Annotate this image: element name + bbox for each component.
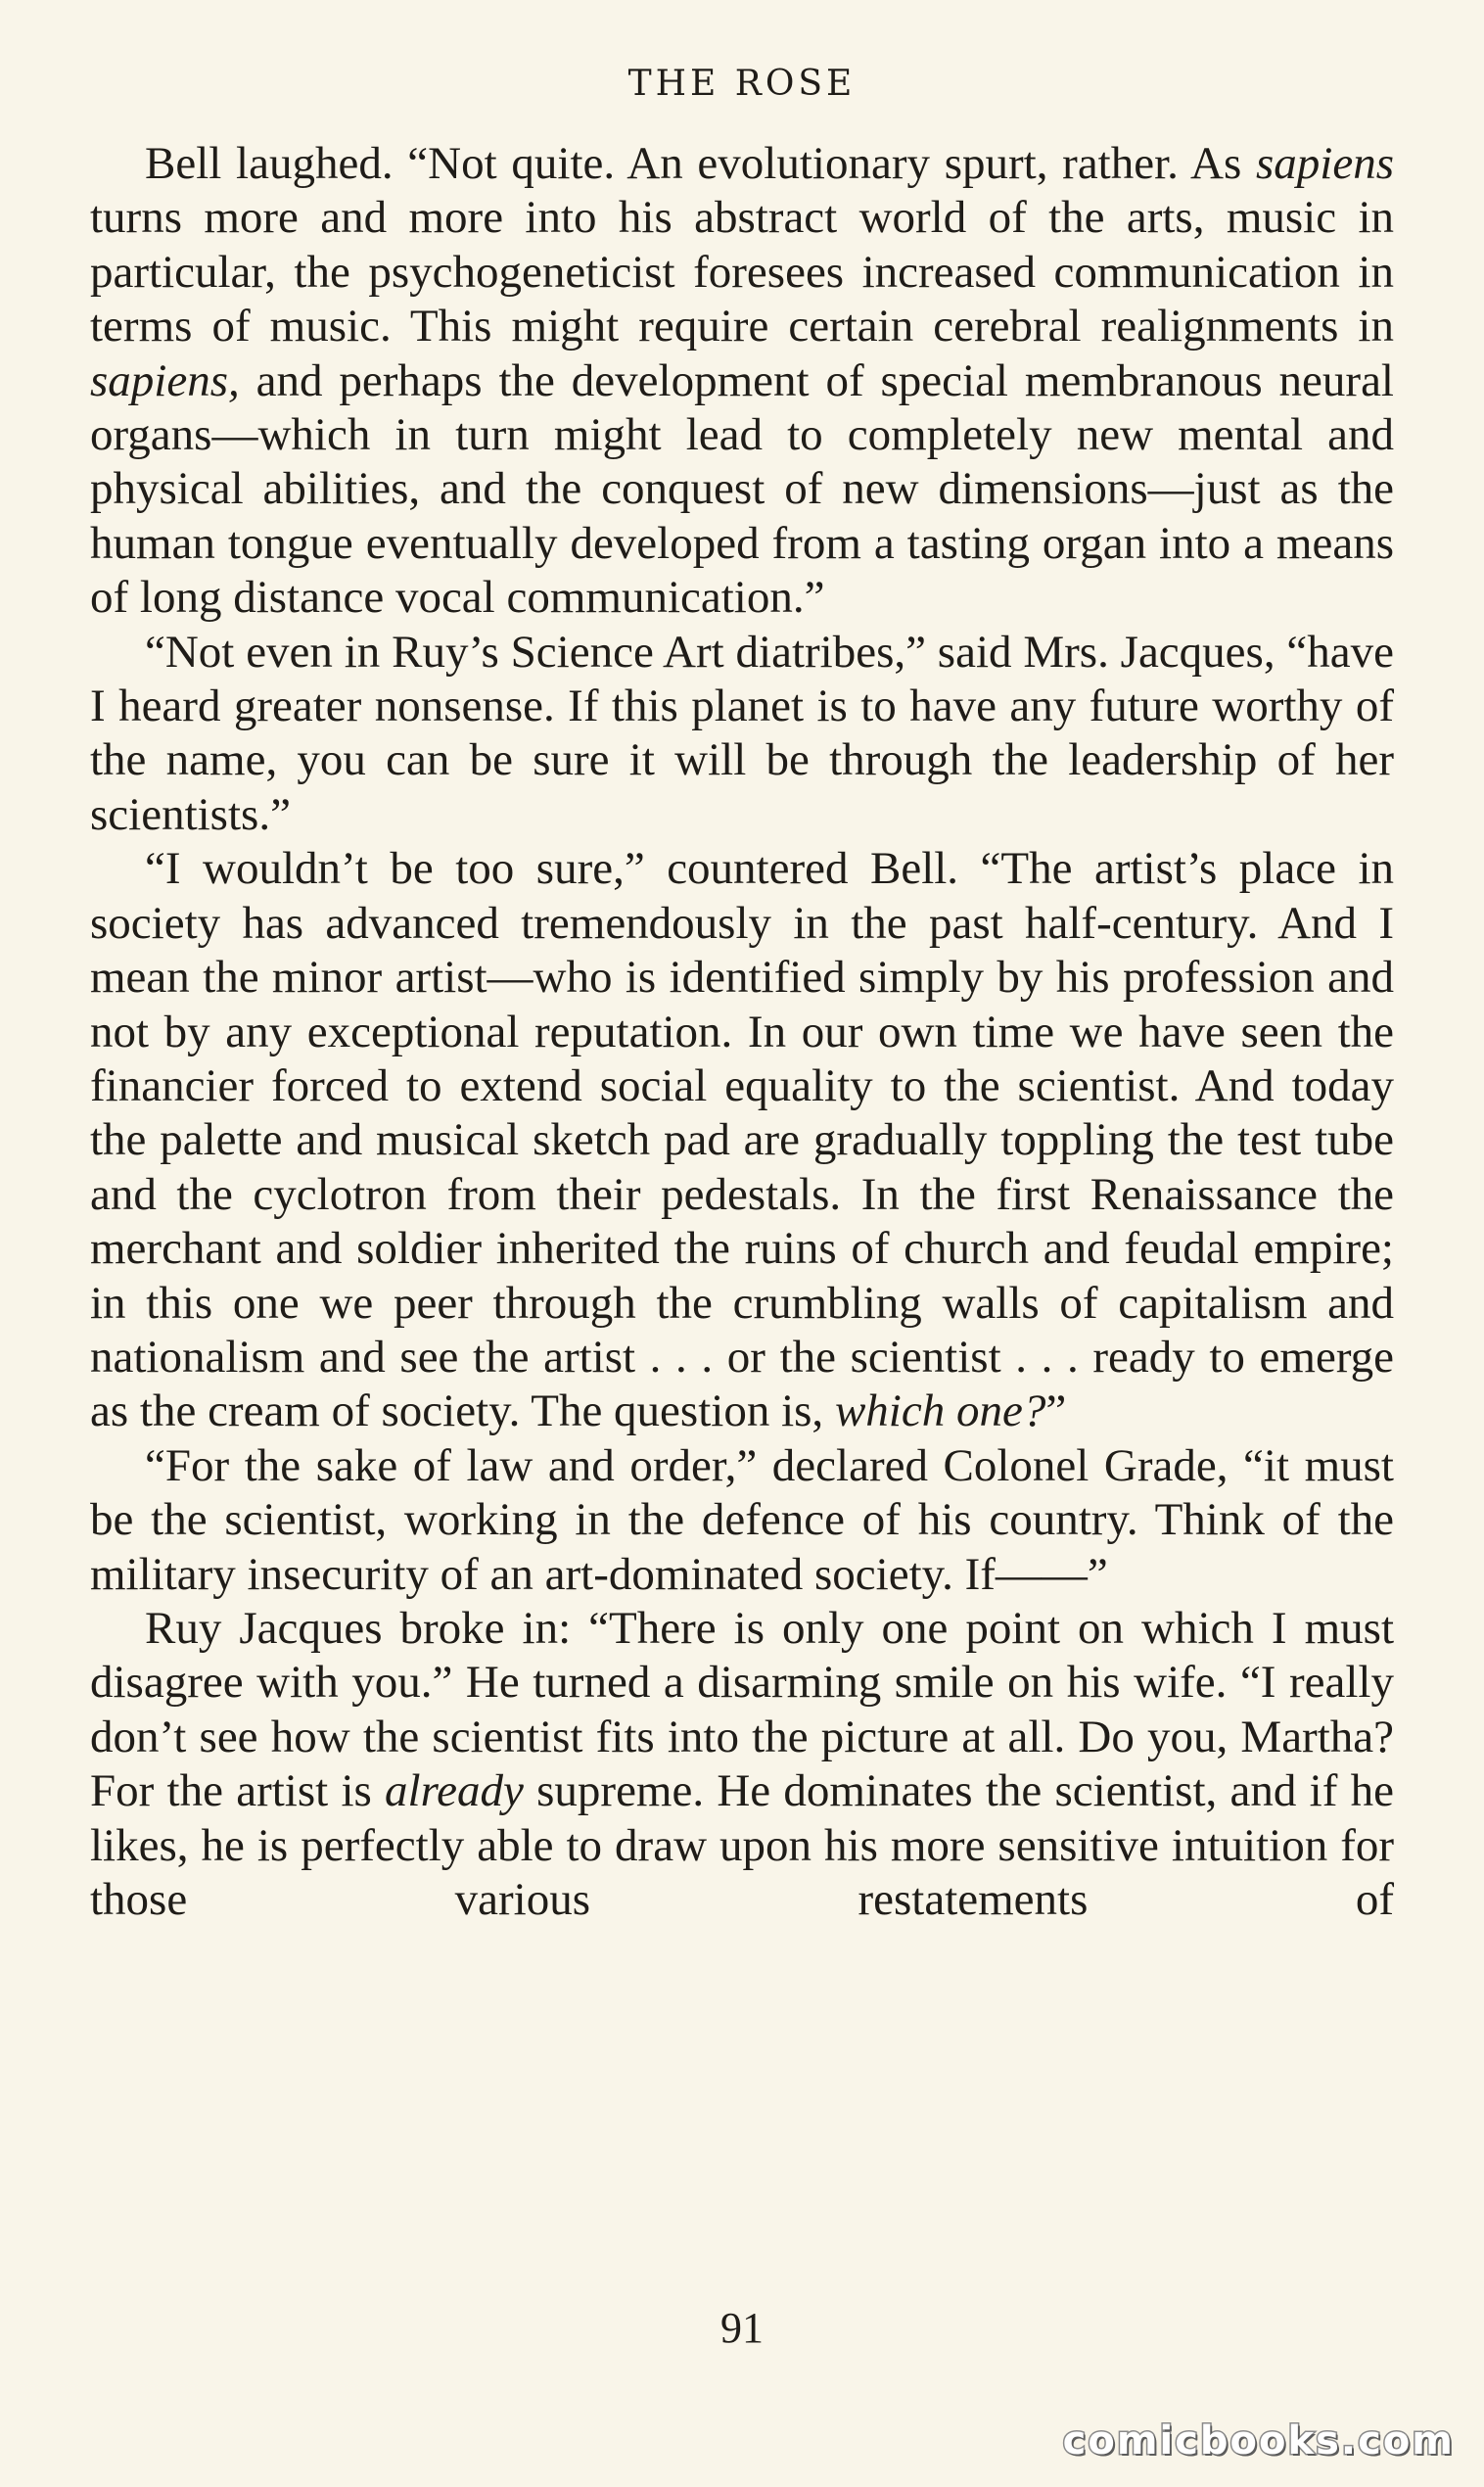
- text-run: supreme. He dominates the scientist, and if he likes, he is perfectly able to draw upon his more sensitive intuition for those various restatements of: [90, 1765, 1394, 1925]
- italic-text: sapiens: [1256, 138, 1394, 189]
- paragraph: [90, 1602, 1394, 1927]
- book-page: [90, 51, 1394, 2401]
- paragraph: [90, 1439, 1394, 1602]
- text-run: ”: [1045, 1385, 1067, 1437]
- italic-text: already: [385, 1765, 524, 1817]
- paragraph: [90, 626, 1394, 843]
- text-run: “For the sake of law and order,” declared Colonel Grade, “it must be the scientist, working in the defence of his country. Think of the military insecurity of an art-dominated society. If——”: [90, 1439, 1394, 1600]
- running-head: THE ROSE: [627, 64, 857, 104]
- text-run: and perhaps the development of special membranous neural organs—which in turn might lead to completely new mental and physical abilities, and the conquest of new dimensions—just as the human tongue eventually developed from a tasting organ into a means of long distance vocal communication.”: [90, 354, 1394, 624]
- text-run: Bell laughed. “Not quite. An evolutionary spurt, rather. As: [145, 138, 1256, 189]
- paragraph: [90, 842, 1394, 1438]
- text-run: “I wouldn’t be too sure,” countered Bell. “The artist’s place in society has advanced tremendously in the past half-century. And I mean the minor artist—who is identified simply by his profession and not by any exceptional reputation. In our own time we have seen the financier forced to extend social equality to the scientist. And today the palette and musical sketch pad are gradually toppling the test tube and the cyclotron from their pedestals. In the first Renaissance the merchant and soldier inherited the ruins of church and feudal empire; in this one we peer through the crumbling walls of capitalism and nationalism and see the artist . . . or the scientist . . . ready to emerge as the cream of society. The question is,: [90, 843, 1394, 1437]
- paragraph: [90, 137, 1394, 626]
- text-run: Ruy Jacques broke in: “There is only one point on which I must disagree with you.” He turned a disarming smile on his wife. “I really don’t see how the scientist fits into the picture at all. Do you, Martha? For the artist is: [90, 1602, 1394, 1817]
- italic-text: sapiens,: [90, 354, 240, 406]
- italic-text: which one?: [834, 1385, 1046, 1437]
- page-number: 91: [720, 2304, 764, 2352]
- body-text: [90, 137, 1394, 1927]
- text-run: “Not even in Ruy’s Science Art diatribes,” said Mrs. Jacques, “have I heard greater nonsense. If this planet is to have any future worthy of the name, you can be sure it will be through the leadership of her scientists.”: [90, 626, 1394, 840]
- text-run: turns more and more into his abstract world of the arts, music in particular, the psychogeneticist foresees increased communication in terms of music. This might require certain cerebral realignments in: [90, 192, 1394, 352]
- watermark-logo: comicbooks.com: [1062, 2418, 1455, 2464]
